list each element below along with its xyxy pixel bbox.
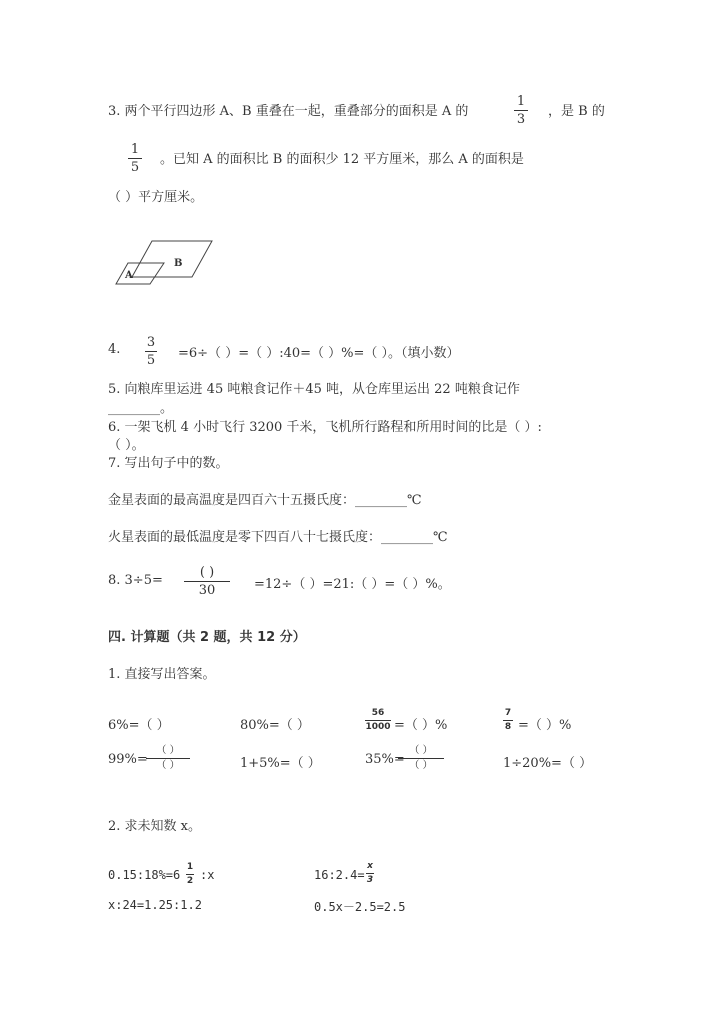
q6-line1: 6. 一架飞机 4 小时飞行 3200 千米，飞机所行路程和所用时间的比是（ ）:: [108, 420, 542, 435]
numerator: 7: [504, 708, 512, 718]
p1-r2c2: 1+5%=（ ）: [240, 756, 321, 771]
q3-fraction-2: [128, 143, 142, 174]
parallelogram-diagram: [110, 236, 220, 288]
parallelogram-b: [132, 241, 212, 277]
p1-r2c1: 99%=: [108, 752, 148, 767]
p2-e2-fraction: [366, 862, 374, 885]
p1-r1c2: 80%=（ ）: [240, 718, 310, 733]
denominator: 1000: [365, 722, 391, 732]
numerator: 56: [371, 708, 385, 718]
p1-title: 1. 直接写出答案。: [108, 667, 216, 682]
q5-line1: 5. 向粮库里运进 45 吨粮食记作＋45 吨，从仓库里运出 22 吨粮食记作: [108, 382, 520, 397]
q3-line2: 。已知 A 的面积比 B 的面积少 12 平方厘米，那么 A 的面积是: [160, 152, 524, 167]
fraction-bar: [398, 758, 444, 759]
fraction-bar: [146, 758, 190, 759]
denominator: 5: [146, 353, 156, 368]
denominator: （ ）: [409, 760, 433, 771]
q3-line3: （ ）平方厘米。: [108, 190, 204, 205]
fraction-bar: [184, 581, 230, 582]
denominator: 30: [198, 583, 216, 598]
p2-e2a: 16:2.4=: [314, 868, 365, 882]
p2-e1a: 0.15:18%=6: [108, 868, 181, 882]
q6-line2: （ ）。: [108, 438, 145, 453]
fraction-bar: [514, 110, 528, 111]
q3-intro: 3. 两个平行四边形 A、B 重叠在一起，重叠部分的面积是 A 的: [108, 104, 469, 119]
label-b: B: [174, 258, 183, 269]
p1-r1c3-rest: =（ ）%: [394, 718, 448, 733]
section-4-title: 四. 计算题（共 2 题，共 12 分）: [108, 630, 306, 645]
fraction-bar: [128, 158, 142, 159]
q8-fraction: [184, 566, 230, 597]
fraction-bar: [365, 720, 391, 721]
q4-fraction: [145, 336, 157, 367]
numerator: 1: [516, 94, 526, 109]
fraction-bar: [366, 873, 374, 874]
p1-r1c1: 6%=（ ）: [108, 718, 170, 733]
p1-r2c3: 35%=: [365, 752, 405, 767]
p2-e4: 0.5x－2.5=2.5: [314, 900, 406, 914]
p1-r1c4-rest: =（ ）%: [518, 718, 572, 733]
q4-rest: =6÷（ ）=（ ）:40=（ ）%=（ ）。（填小数）: [178, 346, 460, 361]
numerator: 3: [146, 335, 156, 350]
p2-e1b: :x: [200, 868, 215, 882]
p2-e3: x:24=1.25:1.2: [108, 898, 202, 912]
denominator: 8: [504, 722, 512, 732]
label-a: A: [125, 270, 133, 281]
p1-r1c4-fraction: [503, 709, 513, 732]
numerator: ( ): [199, 565, 215, 580]
numerator: 1: [186, 862, 194, 872]
q3-mid: ，是 B 的: [548, 104, 605, 119]
denominator: 5: [130, 160, 140, 175]
q7-venus: 金星表面的最高温度是四百六十五摄氏度：________℃: [108, 493, 422, 508]
numerator: （ ）: [409, 745, 433, 756]
denominator: 3: [366, 875, 374, 885]
p2-e1-fraction: [186, 863, 194, 886]
numerator: 1: [130, 142, 140, 157]
q8-rest: =12÷（ ）=21:（ ）=（ ）%。: [254, 577, 451, 592]
denominator: （ ）: [156, 760, 180, 771]
q7-mars: 火星表面的最低温度是零下四百八十七摄氏度：________℃: [108, 530, 448, 545]
denominator: 3: [516, 112, 526, 127]
parallelogram-a: [116, 263, 164, 284]
q3-fraction-1: [514, 95, 528, 126]
q7-title: 7. 写出句子中的数。: [108, 456, 229, 471]
p1-r2c1-fraction: [146, 746, 190, 771]
p2-title: 2. 求未知数 x。: [108, 819, 201, 834]
q8-prefix: 8. 3÷5=: [108, 573, 163, 588]
fraction-bar: [145, 351, 157, 352]
numerator: （ ）: [156, 745, 180, 756]
fraction-bar: [503, 720, 513, 721]
p1-r2c4: 1÷20%=（ ）: [503, 756, 593, 771]
denominator: 2: [186, 876, 194, 886]
p1-r1c3-fraction: [365, 709, 391, 732]
p1-r2c3-fraction: [398, 746, 444, 771]
q5-line2: ________。: [108, 401, 174, 416]
q4-number: 4.: [108, 342, 121, 357]
fraction-bar: [186, 874, 194, 875]
numerator: x: [367, 861, 373, 871]
